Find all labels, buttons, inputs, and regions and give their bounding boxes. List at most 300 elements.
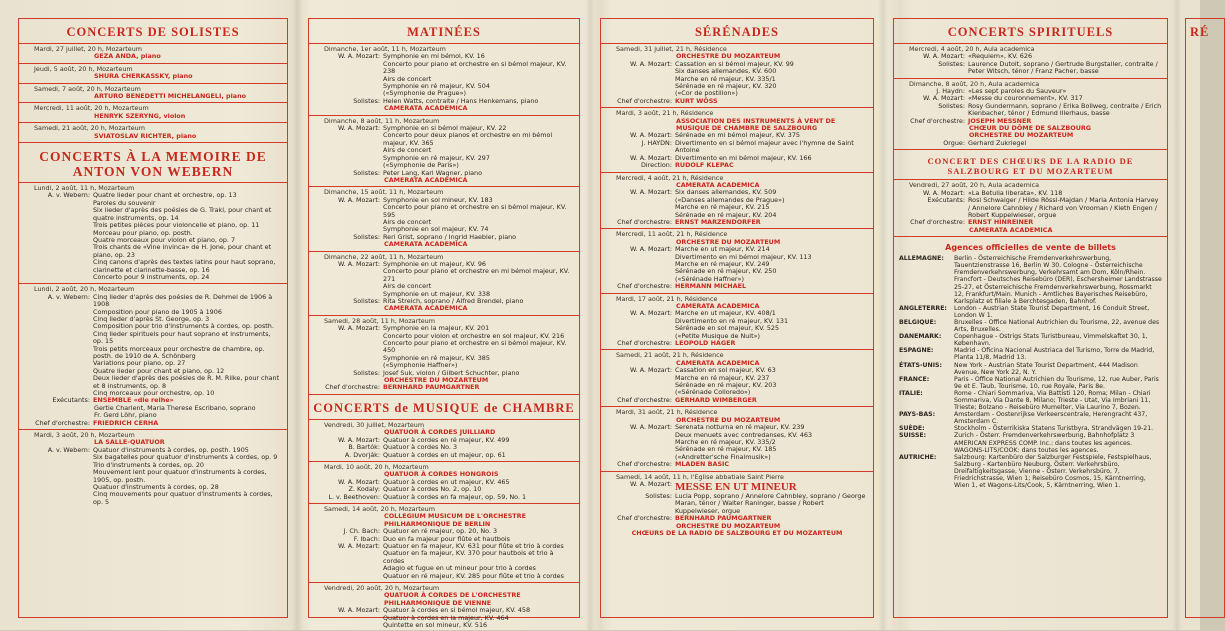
work-title: Sérénade en ré majeur, KV. 320 (675, 82, 777, 91)
composer-label: W. A. Mozart: (630, 245, 672, 254)
composer-label: W. A. Mozart: (630, 188, 672, 197)
webern-concert-2 (19, 284, 287, 430)
program-line: Composition pour trio d'instruments à cordes, op. posth. (93, 322, 274, 331)
fold-crease (878, 0, 888, 630)
conductor-label: Chef d'orchestre: (325, 383, 380, 392)
event-date: Mardi, 3 août, 21 h, Résidence (616, 109, 714, 118)
work-title: Marche en ré majeur, KV. 335/1 (675, 74, 776, 83)
composer-label: J. Haydn: (936, 87, 965, 96)
agency-address: Madrid - Oficina Nacional Austriaca del Turismo, Torre de Madrid, Planta 11/8, Madrid 13. (954, 347, 1155, 362)
program-line: Cinq lieder spirituels pour haut soprano et instruments, op. 15 (93, 329, 271, 346)
composer-label (606, 68, 675, 75)
performers-row (899, 197, 1162, 219)
fold-crease (1172, 0, 1182, 630)
matinee-concert (309, 44, 579, 116)
agency-address: Rome - Chiari Sommariva, Via Battisti 120, Roma; Milan - Chiari Sommariva, Via Dante 8, Milano; Trieste - Utat, Via Imbriani 11, Trieste; Bolzano - Reisebüro Mumelter, Via Laurino 7, Bozen. (954, 389, 1151, 412)
work-title: Serenata notturna en ré majeur, KV. 239 (675, 423, 805, 432)
program-row (314, 494, 574, 501)
agency-row (899, 390, 1162, 411)
conductor-name: ERNST MARZENDORFER (675, 217, 761, 226)
work-title: Cassation en si bémol majeur, KV. 99 (675, 59, 794, 68)
serenades-list (601, 44, 873, 472)
organist-name: Gerhard Zukriegel (968, 138, 1027, 147)
event-date: Lundi, 2 août, 11 h, Mozarteum (34, 184, 135, 193)
program-line: Symphonie en la majeur, KV. 201 (383, 324, 490, 333)
composer-label: W. A. Mozart: (338, 52, 380, 61)
program-line: Airs de concert (383, 282, 432, 291)
composer-label: W. A. Mozart: (630, 131, 672, 140)
agency-row (899, 447, 1162, 454)
program-line: Paroles du souvenir (93, 198, 156, 207)
soloists-names: Josef Suk, violon / Gilbert Schuchter, piano (383, 368, 520, 377)
agency-row (899, 432, 1162, 439)
agencies-list (894, 255, 1167, 489)
event-date: Dimanche, 15 août, 11 h, Mozarteum (324, 188, 444, 197)
program-line: («Symphonie de Prague») (383, 89, 467, 98)
webern-concert-1 (19, 183, 287, 284)
soloists-label: Solistes: (353, 232, 380, 241)
event-date: Dimanche, 22 août, 11 h, Mozarteum (324, 252, 444, 261)
section-title-radio-choirs: CONCERT DES CHŒURS DE LA RADIO DE SALZBOURG ET DU MOZARTEUM (927, 156, 1134, 177)
ensemble-name: QUATUOR À CORDES DE L'ORCHESTRE PHILHARMONIQUE DE VIENNE (384, 591, 521, 607)
program-line: Concerto pour violon et orchestre en sol majeur, KV. 216 (383, 331, 565, 340)
program-list (93, 192, 282, 281)
conductor-row (606, 340, 868, 347)
work-title: Deux menuets avec contredanses, KV. 463 (675, 430, 813, 439)
serenade-concert (601, 173, 873, 230)
conductor-label: Chef d'orchestre: (910, 116, 965, 125)
composer-label: J. HAYDN: (641, 138, 672, 147)
orchestra-name: ORCHESTRE DU MOZARTEUM (676, 521, 781, 530)
event-date: Vendredi, 30 juillet, Mozarteum (324, 420, 425, 429)
work-title: Adagio et fugue en ut mineur pour trio à cordes (383, 564, 536, 573)
conductor-row (606, 98, 868, 105)
event-date: Mardi, 3 août, 20 h, Mozarteum (34, 431, 135, 440)
work-title: Sérénade en ré majeur, KV. 185 (675, 445, 777, 454)
soloists-names: Laurence Dutoit, soprano / Gertrude Burgstaller, contralte / Peter Witsch, ténor / Franz Pacher, basse (968, 59, 1158, 76)
composer-label: W. A. Mozart: (338, 435, 380, 444)
conductor-name: ERNST HINREINER (968, 218, 1034, 227)
program-list (93, 294, 282, 398)
event-date: Dimanche, 1er août, 11 h, Mozarteum (324, 45, 446, 53)
conductor-row (314, 384, 574, 391)
ensemble-name: ENSEMBLE «die reihe» (93, 396, 174, 405)
program-line: Concerto pour 9 instruments, op. 24 (93, 272, 210, 281)
work-title: Quatuor en ré majeur, KV. 285 pour flûte et trio à cordes (383, 571, 564, 580)
program-row (314, 325, 574, 369)
section-title-chamber-music: CONCERTS de MUSIQUE de CHAMBRE (313, 400, 575, 415)
program-line: Symphonie en si bémol majeur, KV. 22 (383, 124, 507, 133)
program-line: Cinq mouvements pour quatuor d'instruments à cordes, op. 5 (93, 490, 273, 506)
work-title: («Sérénade Haffner») (675, 274, 744, 283)
conductor-label: Chef d'orchestre: (617, 460, 672, 469)
work-title: («Danses allemandes de Prague») (675, 195, 785, 204)
orchestra-name: CAMERATA ACADEMICA (384, 175, 468, 184)
orchestra-name: CAMERATA ACADEMICA (676, 358, 760, 367)
soloists-label: Solistes: (938, 101, 965, 110)
soloist-concert (19, 84, 287, 104)
work-title: Marche en ré majeur, KV. 215 (675, 203, 770, 212)
event-date: Samedi, 21 août, 20 h, Mozarteum (34, 124, 145, 133)
matinees-list (309, 44, 579, 395)
conductor-row (606, 461, 868, 468)
orchestra-name: ORCHESTRE DU MOZARTEUM (969, 131, 1074, 140)
work-title: Cassation en sol majeur, KV. 63 (675, 366, 776, 375)
orchestra-name: CAMERATA ACADEMICA (676, 180, 760, 189)
panel-serenades (600, 18, 874, 618)
conductor-label: Direction: (640, 161, 672, 170)
program-line: Mouvement lent pour quatuor d'instruments à cordes, 1905, op. posth. (93, 468, 267, 484)
work-title: Quatuor en fa majeur, KV. 370 pour hautbois et trio à cordes (383, 549, 554, 565)
agency-country: BELGIQUE: (899, 318, 937, 326)
panel-matinees (308, 18, 580, 630)
work-title: («Sérénade Colloredo») (675, 388, 751, 397)
soloists-label: Solistes: (353, 96, 380, 105)
work-title: Sérénade en ré majeur, KV. 250 (675, 267, 777, 276)
composer-label: A. Dvorják: (344, 450, 380, 459)
agency-row (899, 411, 1162, 425)
program-rows (899, 88, 1162, 103)
agency-address: Stockholm - Österrikiska Statens Turistbyra, Strandvägen 19-21. (954, 425, 1154, 433)
orchestra-name: CAMERATA ACADEMICA (969, 225, 1053, 234)
agency-row (899, 362, 1162, 376)
program-line: Symphonie en mi bémol, KV. 16 (383, 52, 485, 61)
program-line: Symphonie en ré majeur, KV. 385 (383, 353, 490, 362)
agency-row (899, 347, 1162, 361)
soloists-label: Solistes: (938, 59, 965, 68)
agency-country: PAYS-BAS: (899, 411, 936, 419)
agency-address: London - Austrian State Tourist Department, 16 Conduit Street, London W 1. (954, 304, 1150, 319)
soloists-label: Solistes: (353, 297, 380, 305)
composer-label: Z. Kodaly: (348, 485, 380, 494)
composer-label: A. v. Webern: (47, 445, 90, 454)
program-line: Trois chants de «Vine invinca» de H. Jone, pour chant et piano, op. 23 (93, 243, 272, 259)
serenade-concert (601, 229, 873, 293)
composer-label (606, 197, 675, 204)
agency-address: WAGONS-LITS/COOK: dans toutes les agences. (954, 446, 1099, 454)
work-title: «Requiem», KV. 626 (968, 52, 1033, 61)
matinee-concert (309, 116, 579, 188)
agency-address: Copenhague - Ostrigs Stats Turistbureau, Vimmelskaftet 30, 1, København. (954, 333, 1148, 348)
composer-label (606, 439, 675, 446)
soloist-concert (19, 64, 287, 84)
work-title: («Petite Musique de Nuit») (675, 331, 760, 340)
conductor-row (606, 283, 868, 290)
matinee-concert (309, 316, 579, 395)
event-date: Mardi, 17 août, 21 h, Résidence (616, 294, 718, 303)
program-line: Cinq lieder d'après St. George, op. 3 (93, 314, 210, 323)
agency-address: Paris - Office National Autrichien du Tourisme, 12, rue Auber, Paris 9e et E. Taub, Tourisme, 10, rue Royale, Paris 8e. (954, 375, 1159, 390)
composer-label (606, 254, 675, 261)
ensemble-name: COLLEGIUM MUSICUM DE L'ORCHESTRE PHILHARMONIQUE DE BERLIN (384, 512, 526, 528)
composer-label: W. A. Mozart: (630, 59, 672, 68)
choir-name: CHŒURS DE LA RADIO DE SALZBOURG ET DU MOZARTEUM (631, 528, 843, 537)
soloist-concert (19, 123, 287, 143)
composer-label: W. A. Mozart: (630, 309, 672, 318)
conductor-name: MLADEN BASIC (675, 460, 730, 469)
event-date: Vendredi, 20 août, 20 h, Mozarteum (324, 584, 440, 592)
work-title: Six danses allemandes, KV. 600 (675, 67, 777, 76)
work-title: Marche en ut majeur, KV. 214 (675, 245, 770, 254)
soloists-row (899, 61, 1162, 76)
agency-country: ALLEMAGNE: (899, 255, 944, 263)
event-date: Mercredi, 4 août, 20 h, Aula academica (909, 45, 1035, 53)
composer-label (606, 204, 675, 211)
composer-label (606, 261, 675, 268)
program-line: Airs de concert (383, 74, 432, 83)
composer-label (314, 550, 383, 565)
orchestra-name: ORCHESTRE DU MOZARTEUM (676, 52, 781, 61)
conductor-label: Chef d'orchestre: (35, 418, 90, 427)
conductor-name: BERNHARD PAUMGARTNER (675, 514, 772, 523)
composer-label: J. Ch. Bach: (343, 527, 380, 536)
soloists-names: Reri Grist, soprano / Ingrid Haebler, piano (383, 232, 517, 241)
agency-row (899, 333, 1162, 347)
agency-country: FRANCE: (899, 375, 930, 383)
event-date: Dimanche, 8 août, 20 h, Aula academica (909, 79, 1040, 88)
orchestra-name: ORCHESTRE DU MOZARTEUM (676, 237, 781, 246)
composer-label: W. A. Mozart: (630, 479, 672, 488)
program-row (314, 452, 574, 459)
composer-label: W. A. Mozart: (630, 366, 672, 375)
program-row (314, 53, 574, 97)
agency-address: Amsterdam - Oostenrijkse Verkeerscentrale, Herengracht 437, Amsterdam C. (954, 411, 1148, 426)
work-title: Quatuor à cordes en ré majeur, KV. 499 (383, 435, 510, 444)
work-title: Divertimento en mi bémol majeur, KV. 166 (675, 153, 812, 162)
orchestra-name: ORCHESTRE DU MOZARTEUM (384, 376, 489, 385)
work-title: Marche en ut majeur, KV. 408/1 (675, 309, 776, 318)
program-line: Trois petites pièces pour violoncelle et piano, op. 11 (93, 221, 260, 230)
composer-label: F. Ibach: (353, 534, 380, 543)
composer-label (606, 325, 675, 332)
conductor-label: Chef d'orchestre: (617, 96, 672, 105)
spiritual-concert-2 (894, 79, 1167, 151)
work-title: «Les sept paroles du Sauveur» (968, 87, 1067, 96)
program-line: Concerto pour piano et orchestre en si bémol majeur, KV. 595 (383, 203, 567, 219)
composer-label (606, 382, 675, 389)
agency-country: DANEMARK: (899, 333, 942, 341)
program-line: Composition pour piano de 1905 à 1906 (93, 307, 222, 316)
event-date: Samedi, 21 août, 21 h, Résidence (616, 351, 724, 360)
soloists-names: Helen Watts, contralte / Hans Henkemans, piano (383, 96, 539, 105)
event-date: Lundi, 2 août, 20 h, Mozarteum (34, 285, 135, 294)
performer-line: Fr. Gerd Löhr, piano (94, 411, 157, 420)
composer-label (606, 375, 675, 382)
work-title: Quatuor à cordes en ut majeur, KV. 465 (383, 477, 510, 486)
mass-concert (601, 472, 873, 540)
ensemble-name: LA SALLE-QUATUOR (94, 438, 165, 447)
orchestra-name: CAMERATA ACADEMICA (384, 240, 468, 249)
soloist-concert (19, 44, 287, 64)
event-date: Samedi, 7 août, 20 h, Mozarteum (34, 84, 141, 93)
program-row (606, 140, 868, 155)
program-line: Cinq morceaux pour orchestre, op. 10 (93, 389, 215, 398)
agencies-title: Agences officielles de vente de billets (945, 243, 1116, 253)
choir-name: CHŒUR DU DÔME DE SALZBOURG (969, 124, 1092, 133)
program-list (383, 261, 574, 298)
soloist-name: SHURA CHERKASSKY, piano (94, 72, 193, 81)
work-title: («Andretter'sche Finalmusik») (675, 452, 771, 461)
performers-label: Exécutants: (927, 196, 965, 205)
program-list (383, 325, 574, 369)
work-title: Divertimento en si bémol majeur avec l'hymne de Saint Antoine (675, 138, 854, 155)
program-line: Deux lieder d'après des poésies de R. M. Rilke, pour chant et 8 instruments, op. 8 (93, 374, 280, 390)
conductor-row (24, 420, 282, 427)
program-line: Symphonie en ut majeur, KV. 338 (383, 289, 491, 298)
program-line: Symphonie en sol majeur, KV. 74 (383, 225, 489, 234)
work-title: Marche en ré majeur, KV. 335/2 (675, 437, 776, 446)
work-title: Duo en fa majeur pour flûte et hautbois (383, 534, 510, 543)
section-title-serenades: SÉRÉNADES (694, 25, 780, 39)
composer-label: W. A. Mozart: (338, 541, 380, 550)
conductor-name: HERMANN MICHAEL (675, 282, 747, 291)
soloists-label: Solistes: (353, 168, 380, 177)
conductor-name: LEOPOLD HAGER (675, 339, 736, 348)
conductor-row (606, 219, 868, 226)
agency-address: New York - Austrian State Tourist Department, 444 Madison Avenue, New York 22, N. Y. (954, 361, 1138, 376)
agency-row (899, 255, 1162, 305)
agency-address: Salzbourg: Kartenbüro der Salzburger Festspiele, Festspielhaus, Salzburg - Kartenbüro Neuburg, Österr. Verkehrsbüro, Dreifaltigkeitsgasse, Vienne - Österr. Verkehrsbüro, 7, Friedrichstrasse, Wien 1; Reisebüro Cosmos, 15, Kärntnerring, Wien 1, et Wagons-Lits/Cook, 5, Kärntnerring, Wien 1. (954, 453, 1152, 490)
ensemble-name: QUATUOR À CORDES HONGROIS (384, 470, 499, 479)
program-line: Symphonie en ut majeur, KV. 96 (383, 259, 486, 268)
soloists-names: Peter Lang, Karl Wagner, piano (383, 168, 482, 177)
program-list (383, 125, 574, 169)
section-title-spiritual: CONCERTS SPIRITUELS (947, 25, 1114, 39)
matinee-concert (309, 187, 579, 251)
event-date: Samedi, 14 août, 20 h, Mozarteum (324, 504, 435, 513)
soloists-row (606, 493, 868, 515)
program-line: Six bagatelles pour quatuor d'instruments à cordes, op. 9 (93, 453, 278, 462)
composer-label (606, 318, 675, 325)
agency-country: ANGLETERRE: (899, 304, 947, 312)
program-row (314, 125, 574, 169)
composer-label (606, 76, 675, 83)
composer-label: W. A. Mozart: (630, 153, 672, 162)
work-title: Marche en ré majeur, KV. 249 (675, 259, 770, 268)
organ-row (899, 140, 1162, 147)
chamber-concert (309, 583, 579, 631)
work-title: Quatuor en ré majeur, op. 20, No. 3 (383, 527, 498, 536)
agency-country: SUISSE: (899, 432, 927, 440)
program-row (24, 294, 282, 398)
agency-country (899, 440, 954, 447)
serenade-concert (601, 294, 873, 351)
work-title: Quintette en sol mineur, KV. 516 (383, 621, 488, 630)
panel-soloists (18, 18, 288, 618)
program-line: Quatre lieder pour chant et piano, op. 12 (93, 366, 225, 375)
composer-label (314, 622, 383, 629)
program-line: Morceau pour piano, op. posth. (93, 228, 193, 237)
work-title: «Messe du couronnement», KV. 317 (968, 94, 1083, 103)
agency-row (899, 454, 1162, 489)
work-title: Quatuor en fa majeur, KV. 631 pour flûte et trio à cordes (383, 541, 564, 550)
section-title-soloists: CONCERTS DE SOLISTES (66, 25, 240, 39)
event-date: Samedi, 28 août, 11 h, Mozarteum (324, 316, 435, 325)
composer-label: W. A. Mozart: (338, 477, 380, 486)
composer-label: W. A. Mozart: (923, 94, 965, 103)
program-line: Concerto pour piano et orchestre en mi bémol majeur, KV. 271 (383, 267, 570, 283)
agency-row (899, 319, 1162, 333)
composer-label (606, 446, 675, 453)
performers-names: Rosl Schwaiger / Hilde Rössl-Majdan / Maria Antonia Harvey / Annelore Cahnbley / Richard von Vrooman / Kieth Engen / Robert Kuppelwieser, orgue (968, 196, 1159, 219)
composer-label (606, 432, 675, 439)
program-line: Quatre lieder pour chant et orchestre, op. 13 (93, 191, 237, 200)
program-list (383, 197, 574, 234)
program-row (314, 261, 574, 298)
conductor-label: Chef d'orchestre: (617, 339, 672, 348)
spiritual-concert-1 (894, 44, 1167, 79)
soloists-names: Lucia Popp, soprano / Annelore Cahnbley, soprano / George Maran, ténor / Walter Raninger, basse / Robert Kuppelwieser, orgue (675, 491, 866, 515)
composer-label: L. v. Beethoven: (328, 492, 380, 501)
radio-choir-concert (894, 180, 1167, 237)
soloists-names: Rosy Gundermann, soprano / Erika Bollweg, contralte / Erich Kienbacher, ténor / Edmund Illerhaus, basse (968, 101, 1162, 118)
serenade-concert (601, 350, 873, 407)
program-line: Symphonie en ré majeur, KV. 504 (383, 82, 490, 91)
panel-spiritual (893, 18, 1168, 618)
program-row (314, 197, 574, 234)
fold-crease (292, 0, 302, 630)
agency-address: Bruxelles - Office National Autrichien du Tourisme, 22, avenue des Arts, Bruxelles. (954, 318, 1160, 334)
work-title: Quatuor à cordes No. 2, op. 10 (383, 485, 482, 494)
composer-label (314, 573, 383, 580)
program-line: Quatuor d'instruments à cordes, op. 28 (93, 482, 219, 491)
soloists-list (19, 44, 287, 143)
work-title: Sérénade en ré majeur, KV. 204 (675, 210, 777, 219)
agency-country: ITALIE: (899, 389, 923, 397)
composer-label: W. A. Mozart: (630, 423, 672, 432)
soloist-name: HENRYK SZERYNG, violon (94, 111, 186, 120)
program-row (24, 192, 282, 281)
work-title: Quatuor à cordes en la majeur, KV. 464 (383, 613, 509, 622)
conductor-row (606, 397, 868, 404)
soloists-label: Solistes: (353, 368, 380, 377)
conductor-label: Chef d'orchestre: (617, 514, 672, 523)
program-line: Trio d'instruments à cordes, op. 20 (93, 460, 204, 469)
composer-label: W. A. Mozart: (338, 259, 380, 268)
section-title-matinees: MATINÉES (407, 25, 481, 39)
agency-country: AUTRICHE: (899, 453, 937, 461)
serenade-concert (601, 407, 873, 471)
agency-country: ESPAGNE: (899, 347, 934, 355)
orchestra-name: ORCHESTRE DU MOZARTEUM (676, 415, 781, 424)
program-line: Symphonie en sol mineur, KV. 183 (383, 195, 493, 204)
ensemble-name: QUATUOR À CORDES JUILLIARD (384, 428, 496, 437)
fold-crease (585, 0, 595, 630)
work-title: Sérénade en ré majeur, KV. 203 (675, 381, 777, 390)
work-title: («Cor de postillon») (675, 89, 738, 98)
agency-address: Berlin - Österreichische Fremdenverkehrswerbung, Tauentzienstrasse 16, Berlin W 30. Cologne - Österreichische Fremdenverkehrswerbung, Verkehrsamt am Dom, Köln/Rhein. Francfort - Deutsches Reisebüro (DER), Eschersheimer Landstrasse 25-27, et Österreichische Fremdenverkehrswerbung, Rossmarkt 12, Frankfurt/Main. Munich - Amtliches Bayerisches Reisebüro, Karlsplatz et filiale à Berchtesgaden, Bahnhof. (954, 255, 1162, 305)
composer-label (606, 268, 675, 275)
chamber-concert (309, 462, 579, 504)
orchestra-name: CAMERATA ACADEMICA (676, 302, 760, 310)
fragment-title: RÉ (1190, 25, 1210, 39)
composer-label: W. A. Mozart: (338, 324, 380, 333)
orchestra-name: ASSOCIATION DES INSTRUMENTS À VENT DE MUSIQUE DE CHAMBRE DE SALZBOURG (676, 116, 836, 133)
conductor-name: FRIEDRICH CERHA (93, 418, 159, 427)
agency-address: AMERICAN EXPRESS COMP. Inc.: dans toutes les agences. (954, 439, 1133, 447)
composer-label: W. A. Mozart: (338, 195, 380, 204)
serenade-concert (601, 44, 873, 108)
composer-label: A. v. Webern: (47, 191, 90, 200)
program-row (314, 550, 574, 565)
soloists-label: Solistes: (645, 491, 672, 500)
event-date: Jeudi, 5 août, 20 h, Mozarteum (34, 64, 133, 73)
work-title: Marche en ré majeur, KV. 237 (675, 373, 770, 382)
conductor-row (606, 162, 868, 169)
event-date: Mardi, 10 août, 20 h, Mozarteum (324, 462, 429, 471)
program-line: Concerto pour deux pianos et orchestre en mi bémol majeur, KV. 365 (383, 131, 553, 147)
matinee-concert (309, 252, 579, 316)
